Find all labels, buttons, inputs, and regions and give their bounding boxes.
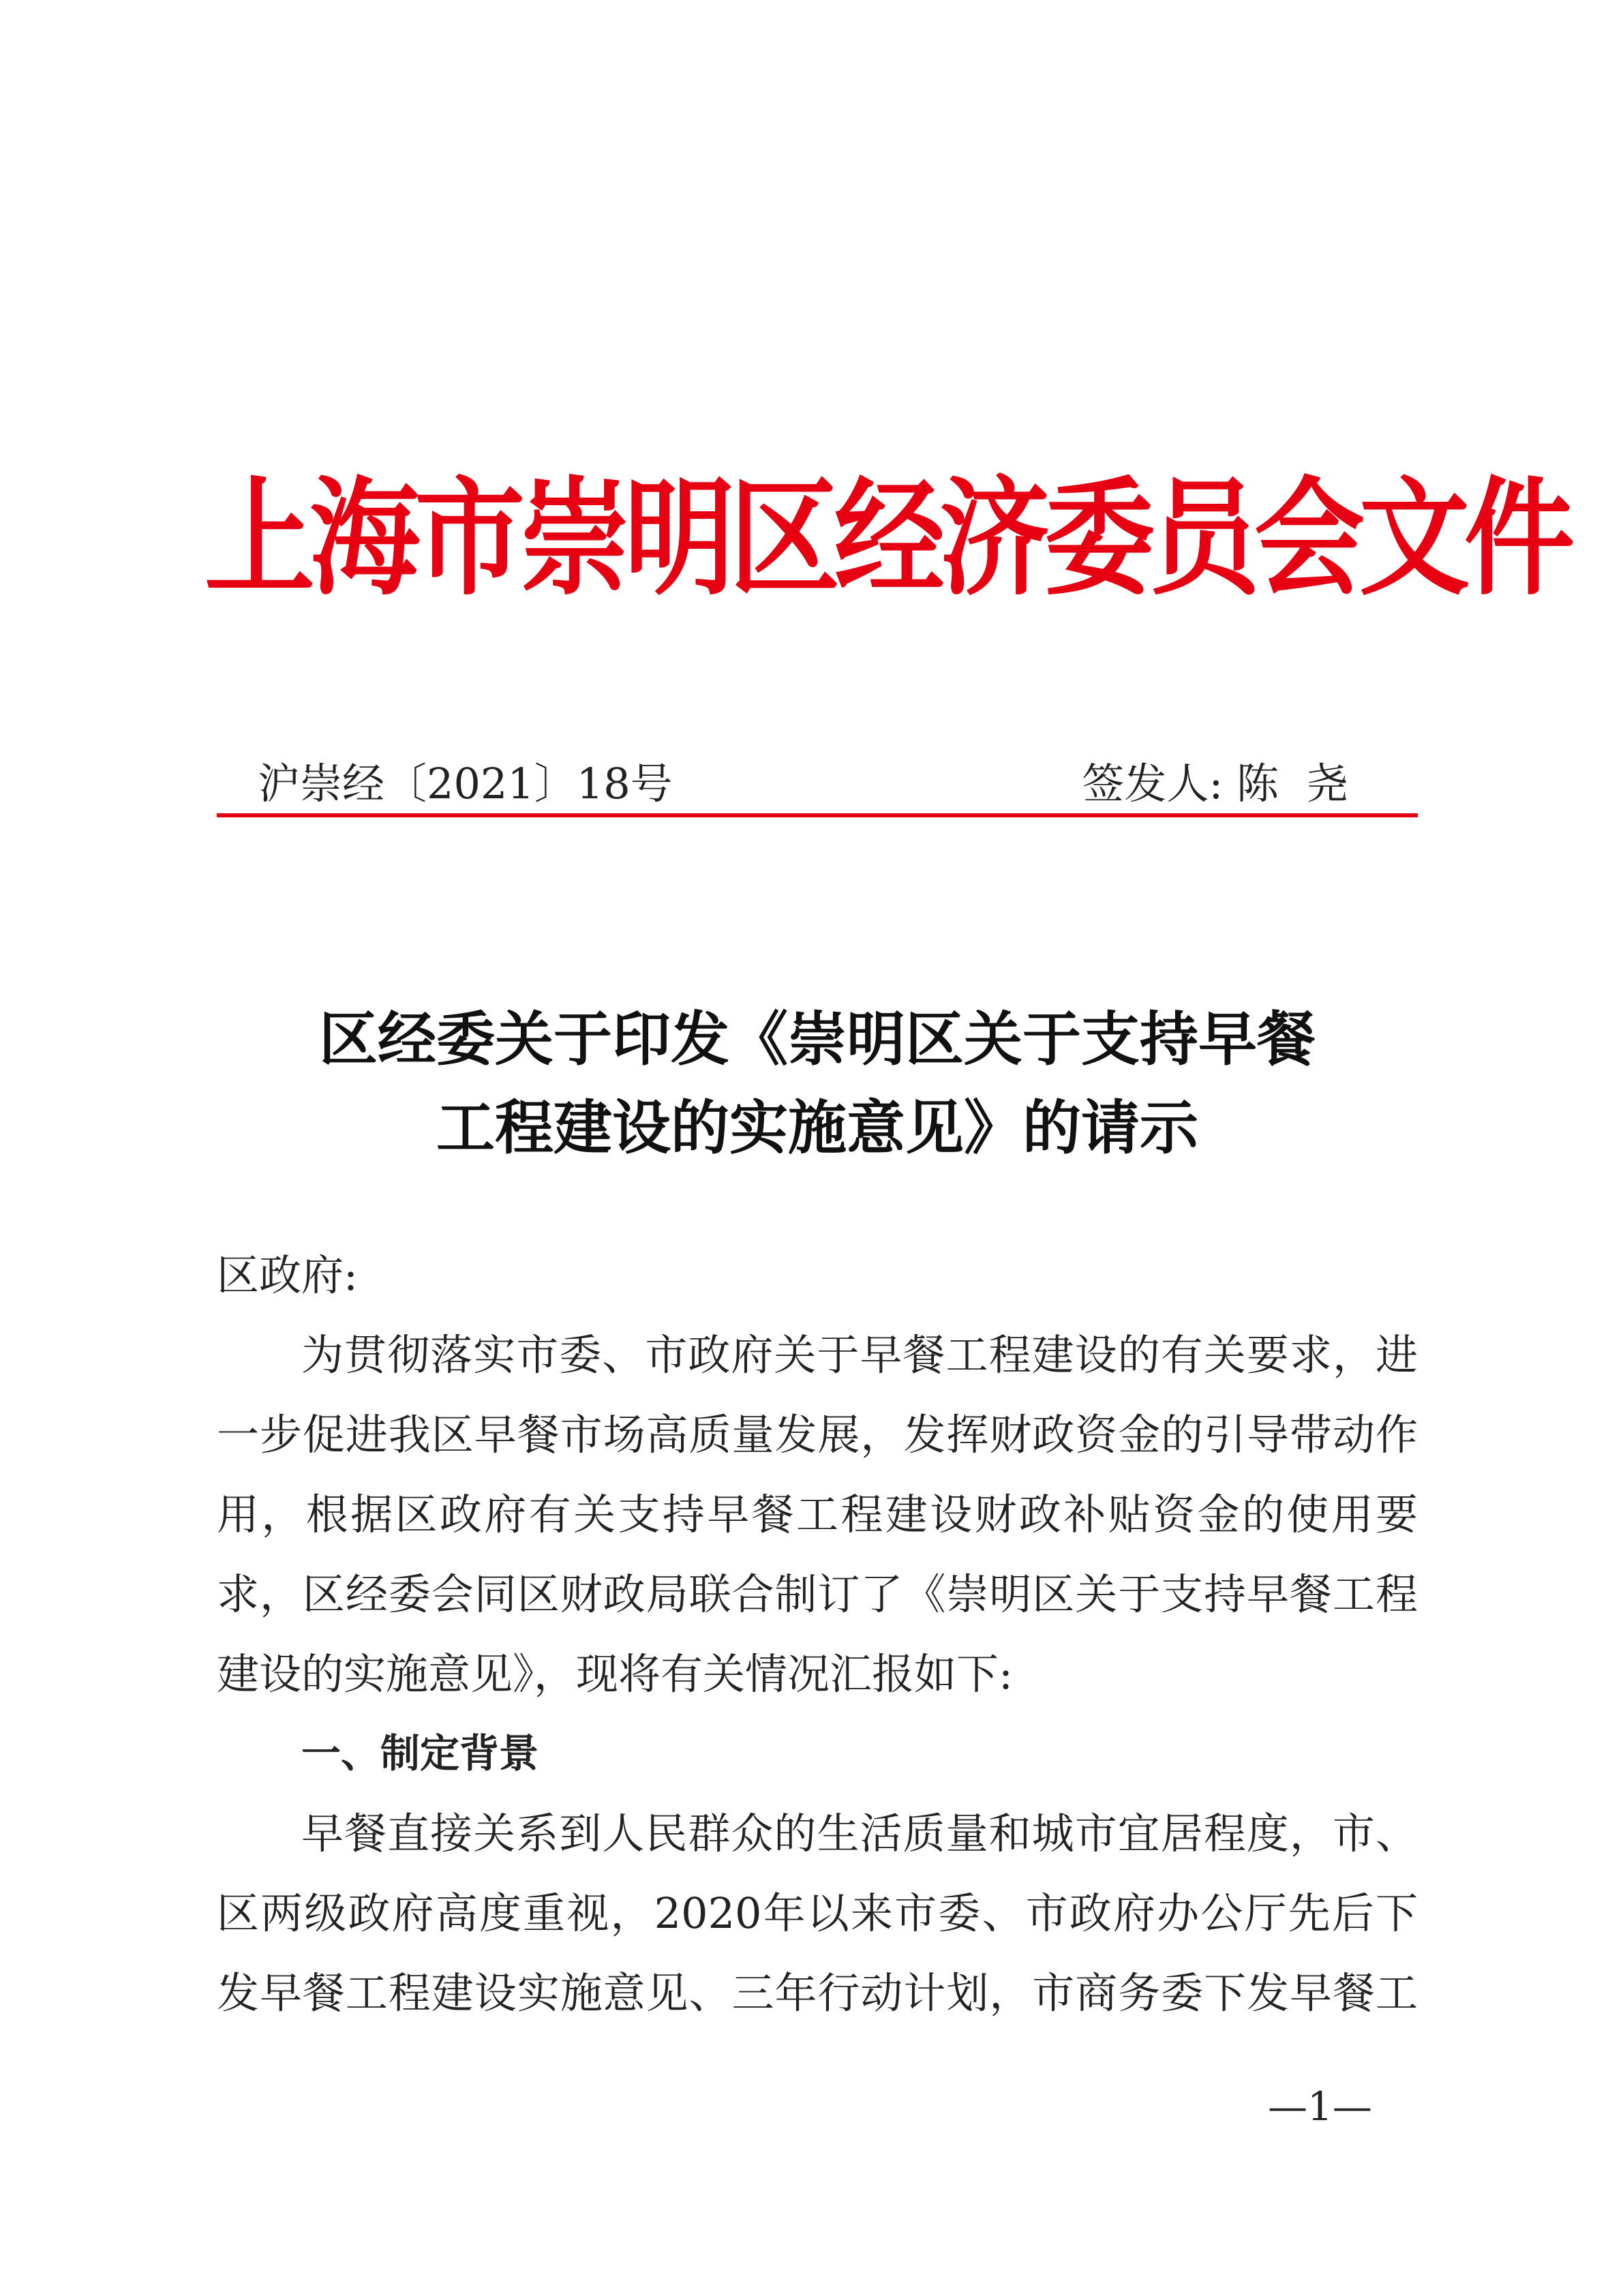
document-info-line bbox=[217, 750, 1416, 818]
document-title bbox=[217, 995, 1418, 1173]
salutation: 区政府: bbox=[217, 1250, 358, 1300]
paragraph-line: 一步促进我区早餐市场高质量发展，发挥财政资金的引导带动作 bbox=[217, 1410, 1418, 1460]
paragraph-line: 为贯彻落实市委、市政府关于早餐工程建设的有关要求，进 bbox=[301, 1330, 1418, 1380]
document-number: 沪崇经〔2021〕18号 bbox=[258, 759, 673, 809]
issuer-name: 陈尧 bbox=[1236, 759, 1376, 809]
paragraph-line: 建设的实施意见》，现将有关情况汇报如下: bbox=[217, 1649, 1013, 1699]
title-line-2: 工程建设的实施意见》的请示 bbox=[436, 1093, 1198, 1162]
paragraph-line: 发早餐工程建设实施意见、三年行动计划，市商务委下发早餐工 bbox=[217, 1968, 1418, 2018]
masthead-title: 上海市崇明区经济委员会文件 bbox=[204, 464, 1569, 614]
red-separator-line bbox=[217, 813, 1418, 817]
title-line-1: 区经委关于印发《崇明区关于支持早餐 bbox=[319, 1005, 1316, 1074]
paragraph-line: 区两级政府高度重视，2020年以来市委、市政府办公厅先后下 bbox=[217, 1888, 1418, 1938]
issuer-label: 签发人: bbox=[1082, 759, 1224, 809]
document-body bbox=[217, 1235, 1418, 2033]
issuer bbox=[1082, 750, 1376, 818]
paragraph-line: 求，区经委会同区财政局联合制订了《崇明区关于支持早餐工程 bbox=[217, 1569, 1418, 1619]
paragraph-line: 早餐直接关系到人民群众的生活质量和城市宜居程度，市、 bbox=[301, 1809, 1418, 1858]
page-number: —1— bbox=[1268, 2083, 1372, 2130]
paragraph-line: 用，根据区政府有关支持早餐工程建设财政补贴资金的使用要 bbox=[217, 1490, 1418, 1539]
section-heading: 一、制定背景 bbox=[301, 1730, 539, 1777]
